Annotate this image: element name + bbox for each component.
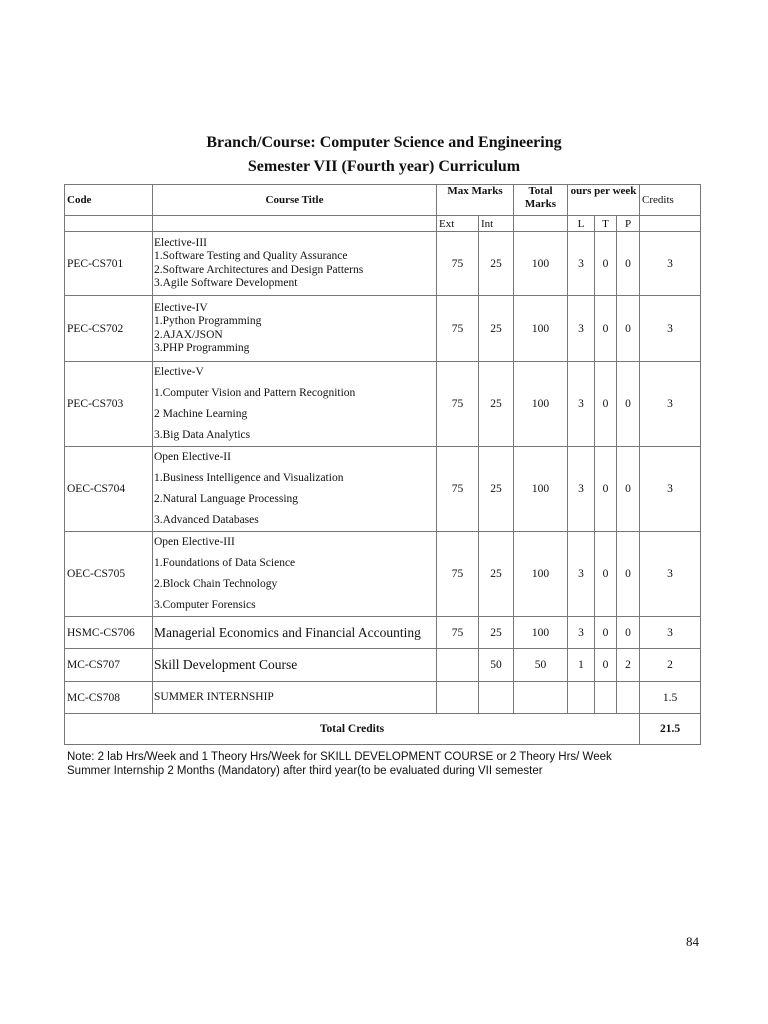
course-title-line: Skill Development Course xyxy=(154,657,298,673)
hours-t xyxy=(595,682,617,714)
table-row xyxy=(65,296,701,362)
notes xyxy=(67,750,612,778)
total-marks: 100 xyxy=(514,232,568,296)
hours-l: 3 xyxy=(568,362,595,447)
course-title-line: 1.Foundations of Data Science xyxy=(154,557,296,569)
course-code: OEC-CS705 xyxy=(65,532,153,617)
total-marks: 100 xyxy=(514,296,568,362)
course-title-line: 2 Machine Learning xyxy=(154,408,248,420)
course-title-line: Elective-V xyxy=(154,366,204,378)
course-title-line: 2.Software Architectures and Design Patterns xyxy=(154,263,364,276)
subheader-p: P xyxy=(617,216,640,232)
hours-l: 3 xyxy=(568,232,595,296)
header-row xyxy=(65,185,701,216)
course-code: HSMC-CS706 xyxy=(65,617,153,649)
credits: 3 xyxy=(640,447,701,532)
course-title-line: 3.Agile Software Development xyxy=(154,277,298,289)
ext-marks xyxy=(437,649,479,682)
hours-p: 0 xyxy=(617,447,640,532)
credits: 3 xyxy=(640,232,701,296)
course-title xyxy=(153,362,437,447)
page-title: Branch/Course: Computer Science and Engineering xyxy=(206,134,562,151)
ext-marks: 75 xyxy=(437,617,479,649)
total-marks: 100 xyxy=(514,532,568,617)
hours-p xyxy=(617,682,640,714)
int-marks: 25 xyxy=(479,296,514,362)
hours-l: 3 xyxy=(568,447,595,532)
hours-p: 0 xyxy=(617,617,640,649)
course-title xyxy=(153,296,437,362)
course-title-line: 1.Python Programming xyxy=(154,315,262,327)
total-marks: 100 xyxy=(514,447,568,532)
hours-p: 0 xyxy=(617,532,640,617)
course-title xyxy=(153,232,437,296)
hours-p: 2 xyxy=(617,649,640,682)
hours-p: 0 xyxy=(617,296,640,362)
credits: 3 xyxy=(640,362,701,447)
course-title-line: 2.Natural Language Processing xyxy=(154,493,299,505)
total-marks: 100 xyxy=(514,362,568,447)
note-line-1: Note: 2 lab Hrs/Week and 1 Theory Hrs/Week for SKILL DEVELOPMENT COURSE or 2 Theory Hrs/ Week xyxy=(67,751,612,763)
subheader-empty xyxy=(65,216,153,232)
ext-marks: 75 xyxy=(437,232,479,296)
total-marks: 100 xyxy=(514,617,568,649)
total-marks xyxy=(514,682,568,714)
int-marks: 25 xyxy=(479,532,514,617)
hours-p: 0 xyxy=(617,362,640,447)
subheader-int: Int xyxy=(479,216,514,232)
ext-marks: 75 xyxy=(437,532,479,617)
course-code: MC-CS707 xyxy=(65,649,153,682)
table-row xyxy=(65,532,701,617)
course-title-line: 3.Big Data Analytics xyxy=(154,429,251,441)
hours-t: 0 xyxy=(595,532,617,617)
hours-l: 3 xyxy=(568,296,595,362)
course-title xyxy=(153,532,437,617)
total-credits-value: 21.5 xyxy=(640,714,701,745)
page-number: 84 xyxy=(686,934,699,949)
subheader-empty xyxy=(640,216,701,232)
ext-marks: 75 xyxy=(437,296,479,362)
subheader-row xyxy=(65,216,701,232)
course-title xyxy=(153,617,437,649)
hours-t: 0 xyxy=(595,362,617,447)
page-subtitle: Semester VII (Fourth year) Curriculum xyxy=(247,158,521,175)
subheader-l: L xyxy=(568,216,595,232)
course-title-line: Open Elective-III xyxy=(154,536,235,548)
header-credits: Credits xyxy=(640,185,701,216)
course-code: PEC-CS701 xyxy=(65,232,153,296)
course-code: OEC-CS704 xyxy=(65,447,153,532)
course-title-line: 3.Advanced Databases xyxy=(154,514,259,526)
table-row xyxy=(65,447,701,532)
int-marks: 25 xyxy=(479,617,514,649)
hours-t: 0 xyxy=(595,232,617,296)
credits: 2 xyxy=(640,649,701,682)
course-title-line: Elective-III xyxy=(154,236,207,249)
course-title-line: 1.Computer Vision and Pattern Recognition xyxy=(154,387,356,399)
credits: 3 xyxy=(640,296,701,362)
course-title-line: 3.PHP Programming xyxy=(154,342,250,354)
curriculum-table xyxy=(64,184,701,745)
table-row xyxy=(65,232,701,296)
credits: 1.5 xyxy=(640,682,701,714)
hours-t: 0 xyxy=(595,296,617,362)
course-title xyxy=(153,682,437,714)
course-title-line: Open Elective-II xyxy=(154,451,231,463)
int-marks: 25 xyxy=(479,362,514,447)
ext-marks xyxy=(437,682,479,714)
course-code: PEC-CS703 xyxy=(65,362,153,447)
course-code: PEC-CS702 xyxy=(65,296,153,362)
header-code: Code xyxy=(65,185,153,216)
credits: 3 xyxy=(640,532,701,617)
header-total-marks: Total Marks xyxy=(514,185,568,216)
course-title xyxy=(153,447,437,532)
int-marks: 25 xyxy=(479,447,514,532)
table-row xyxy=(65,362,701,447)
table-row xyxy=(65,649,701,682)
table-row xyxy=(65,617,701,649)
total-credits-label: Total Credits xyxy=(65,714,640,745)
course-title-line: 2.Block Chain Technology xyxy=(154,578,278,590)
course-title-line: Managerial Economics and Financial Accounting xyxy=(154,624,421,640)
header-hours-per-week: ours per week xyxy=(568,185,640,216)
course-title-line: 1.Software Testing and Quality Assurance xyxy=(154,250,348,262)
subheader-ext: Ext xyxy=(437,216,479,232)
course-title-line: 2.AJAX/JSON xyxy=(154,328,223,341)
hours-l: 3 xyxy=(568,532,595,617)
note-line-2: Summer Internship 2 Months (Mandatory) after third year(to be evaluated during VII semester xyxy=(67,765,543,777)
hours-l xyxy=(568,682,595,714)
int-marks: 25 xyxy=(479,232,514,296)
ext-marks: 75 xyxy=(437,362,479,447)
course-title xyxy=(153,649,437,682)
hours-l: 1 xyxy=(568,649,595,682)
hours-t: 0 xyxy=(595,649,617,682)
subheader-t: T xyxy=(595,216,617,232)
subheader-empty xyxy=(514,216,568,232)
hours-t: 0 xyxy=(595,447,617,532)
course-code: MC-CS708 xyxy=(65,682,153,714)
subheader-empty xyxy=(153,216,437,232)
int-marks: 50 xyxy=(479,649,514,682)
hours-t: 0 xyxy=(595,617,617,649)
course-title-line: 1.Business Intelligence and Visualization xyxy=(154,472,344,484)
total-marks: 50 xyxy=(514,649,568,682)
ext-marks: 75 xyxy=(437,447,479,532)
header-max-marks: Max Marks xyxy=(437,185,514,216)
course-title-line: Elective-IV xyxy=(154,301,208,314)
hours-p: 0 xyxy=(617,232,640,296)
course-title-line: 3.Computer Forensics xyxy=(154,599,256,611)
hours-l: 3 xyxy=(568,617,595,649)
header-course-title: Course Title xyxy=(153,185,437,216)
total-row xyxy=(65,714,701,745)
credits: 3 xyxy=(640,617,701,649)
int-marks xyxy=(479,682,514,714)
course-title-line: SUMMER INTERNSHIP xyxy=(154,690,274,703)
table-row xyxy=(65,682,701,714)
